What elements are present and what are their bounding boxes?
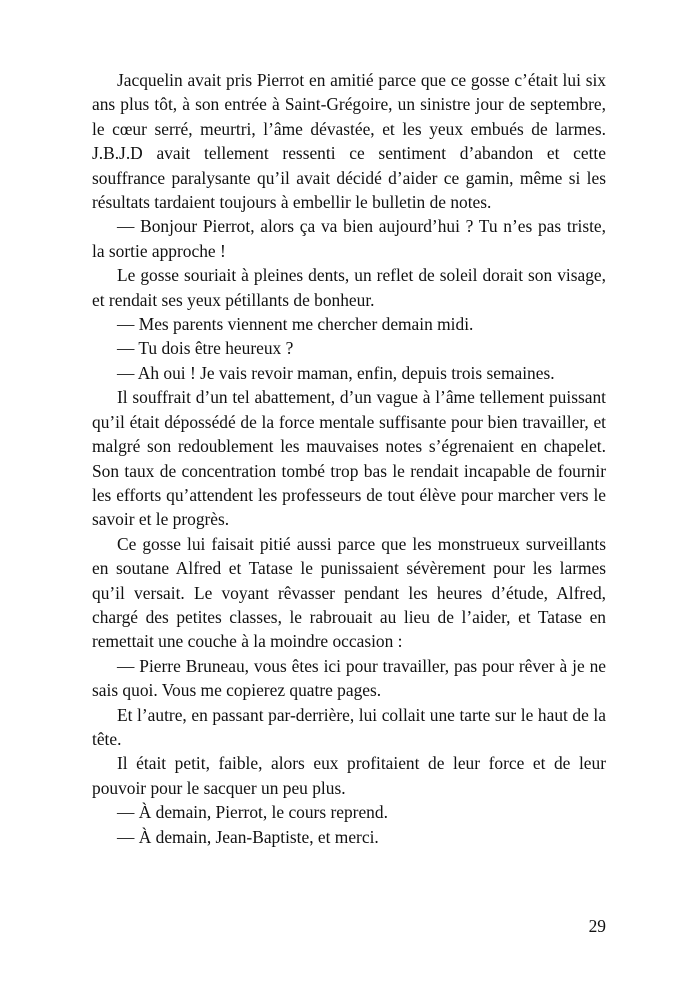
page-body — [92, 68, 606, 849]
paragraph-9: — Pierre Bruneau, vous êtes ici pour travailler, pas pour rêver à je ne sais quoi. Vous me copierez quatre pages. — [92, 655, 606, 701]
paragraph-2: — Bonjour Pierrot, alors ça va bien aujourd’hui ? Tu n’es pas triste, la sortie approche ! — [92, 216, 606, 261]
paragraph-12: — À demain, Pierrot, le cours reprend. — [117, 802, 388, 823]
paragraph-1: Jacquelin avait pris Pierrot en amitié parce que ce gosse c’était lui six ans plus tôt, à son entrée à Saint-Grégoire, un sinistre jour de septembre, le cœur serré, meurtri, l’âme dévastée, et les yeux embués de larmes. J.B.J.D avait tellement ressenti ce sentiment d’abandon et cette souffrance paralysante qu’il avait décidé d’aider ce gamin, même si les résultats tardaient toujours à embellir le bulletin de notes. — [92, 70, 606, 213]
paragraph-11: Il était petit, faible, alors eux profitaient de leur force et de leur pouvoir pour le sacquer un peu plus. — [92, 753, 606, 798]
paragraph-4: — Mes parents viennent me chercher demain midi. — [117, 314, 474, 335]
paragraph-8: Ce gosse lui faisait pitié aussi parce que les monstrueux surveillants en soutane Alfred et Tatase le punissaient sévèrement pour les larmes qu’il versait. Le voyant rêvasser pendant les heures d’étude, Alfred, chargé des petites classes, le rabrouait au lieu de l’aider, et Tatase en remettait une couche à la moindre occasion : — [92, 533, 606, 652]
page-number: 29 — [588, 916, 606, 936]
paragraph-7: Il souffrait d’un tel abattement, d’un vague à l’âme tellement puissant qu’il était dépossédé de la force mentale suffisante pour bien travailler, et malgré son redoublement les mauvaises notes s’égrenaient en chapelet. Son taux de concentration tombé trop bas le rendait incapable de fournir les efforts qu’attendent les professeurs de tout élève pour marcher vers le savoir et le progrès. — [92, 387, 606, 530]
paragraph-10: Et l’autre, en passant par-derrière, lui collait une tarte sur le haut de la tête. — [92, 704, 606, 749]
paragraph-3: Le gosse souriait à pleines dents, un reflet de soleil dorait son visage, et rendait ses yeux pétillants de bonheur. — [92, 265, 606, 310]
paragraph-5: — Tu dois être heureux ? — [117, 338, 294, 359]
paragraph-13: — À demain, Jean-Baptiste, et merci. — [117, 826, 379, 847]
paragraph-6: — Ah oui ! Je vais revoir maman, enfin, depuis trois semaines. — [117, 362, 555, 383]
